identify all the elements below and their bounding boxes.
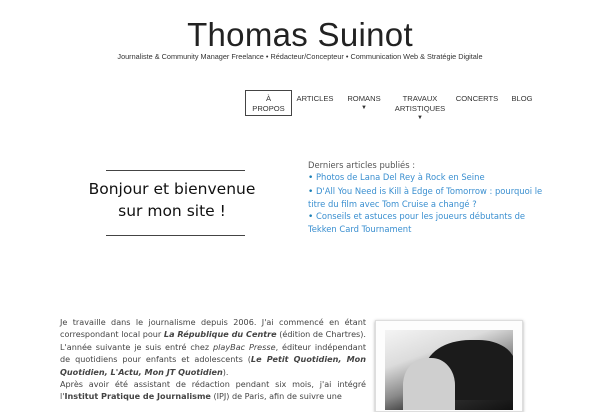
school-name: Institut Pratique de Journalisme [64,391,211,402]
recent-posts-widget [308,159,543,236]
nav-item-concerts[interactable] [454,94,500,104]
list-item [308,185,543,211]
bio-text-run: , éditeur indépendant de quotidiens pour enfants et adolescents ( [60,341,366,365]
list-item [308,210,543,236]
bio-text-run: (édition de Chartres). L'année suivante je suis entré chez [60,329,367,352]
welcome-line: sur mon site ! [118,202,226,220]
publisher-name: playBac Presse [213,341,276,352]
nav-label: CONCERTS [455,94,499,103]
main-navigation [0,90,600,130]
nav-label: ROMANS [347,94,381,103]
welcome-line: Bonjour et bienvenue [88,180,256,198]
bio-paragraph [60,378,366,403]
bullet-icon: • [308,173,314,184]
bio-paragraph [60,316,366,378]
nav-label: TRAVAUX [402,94,438,103]
nav-label: À [265,94,272,103]
recent-post-link[interactable]: Conseils et astuces pour les joueurs débutants de Tekken Card Tournament [308,211,526,235]
bio-text-run: ). [222,366,229,377]
nav-label: ARTISTIQUES [394,104,446,113]
list-item [308,171,543,184]
chevron-down-icon: ▼ [417,115,423,121]
welcome-heading [82,178,262,222]
recent-post-link[interactable]: Photos de Lana Del Rey à Rock en Seine [315,172,485,183]
bullet-icon: • [308,212,314,223]
nav-label: BLOG [511,94,533,103]
chevron-down-icon: ▼ [361,105,367,111]
site-title[interactable]: Thomas Suinot [187,16,413,53]
site-tagline: Journaliste & Community Manager Freelance • Rédacteur/Concepteur • Communication Web & Stratégie Digitale [117,52,483,61]
nav-item-a-propos[interactable] [245,90,292,116]
nav-item-articles[interactable] [296,94,334,104]
bio-text-run: Je travaille dans le journalisme depuis 2006. J'ai commencé en étant correspondant local pour [60,317,366,340]
bio-text [60,316,366,403]
recent-posts-heading: Derniers articles publiés : [308,160,416,170]
publication-list: Le Petit Quotidien, Mon Quotidien, L'Actu, Mon JT Quotidien [60,354,366,377]
divider-top [106,170,245,171]
nav-item-blog[interactable] [508,94,536,104]
nav-label: PROPOS [252,104,285,113]
profile-photo [385,330,513,410]
recent-post-link[interactable]: D'All You Need is Kill à Edge of Tomorrow : pourquoi le titre du film avec Tom Cruise a changé ? [308,185,543,209]
recent-posts-list [308,171,543,235]
bio-text-run: (IPJ) de Paris, afin de suivre une [210,391,342,402]
profile-photo-frame [375,320,523,412]
nav-item-romans[interactable] [343,94,385,112]
divider-bottom [106,235,245,236]
nav-label: ARTICLES [296,94,334,103]
bullet-icon: • [308,186,314,197]
nav-item-travaux-artistiques[interactable] [392,94,448,122]
photo-face-shape [403,358,455,410]
bio-text-run: Après avoir été assistant de rédaction pendant six mois, j'ai intégré l' [60,379,366,402]
publication-name: La République du Centre [163,329,277,340]
